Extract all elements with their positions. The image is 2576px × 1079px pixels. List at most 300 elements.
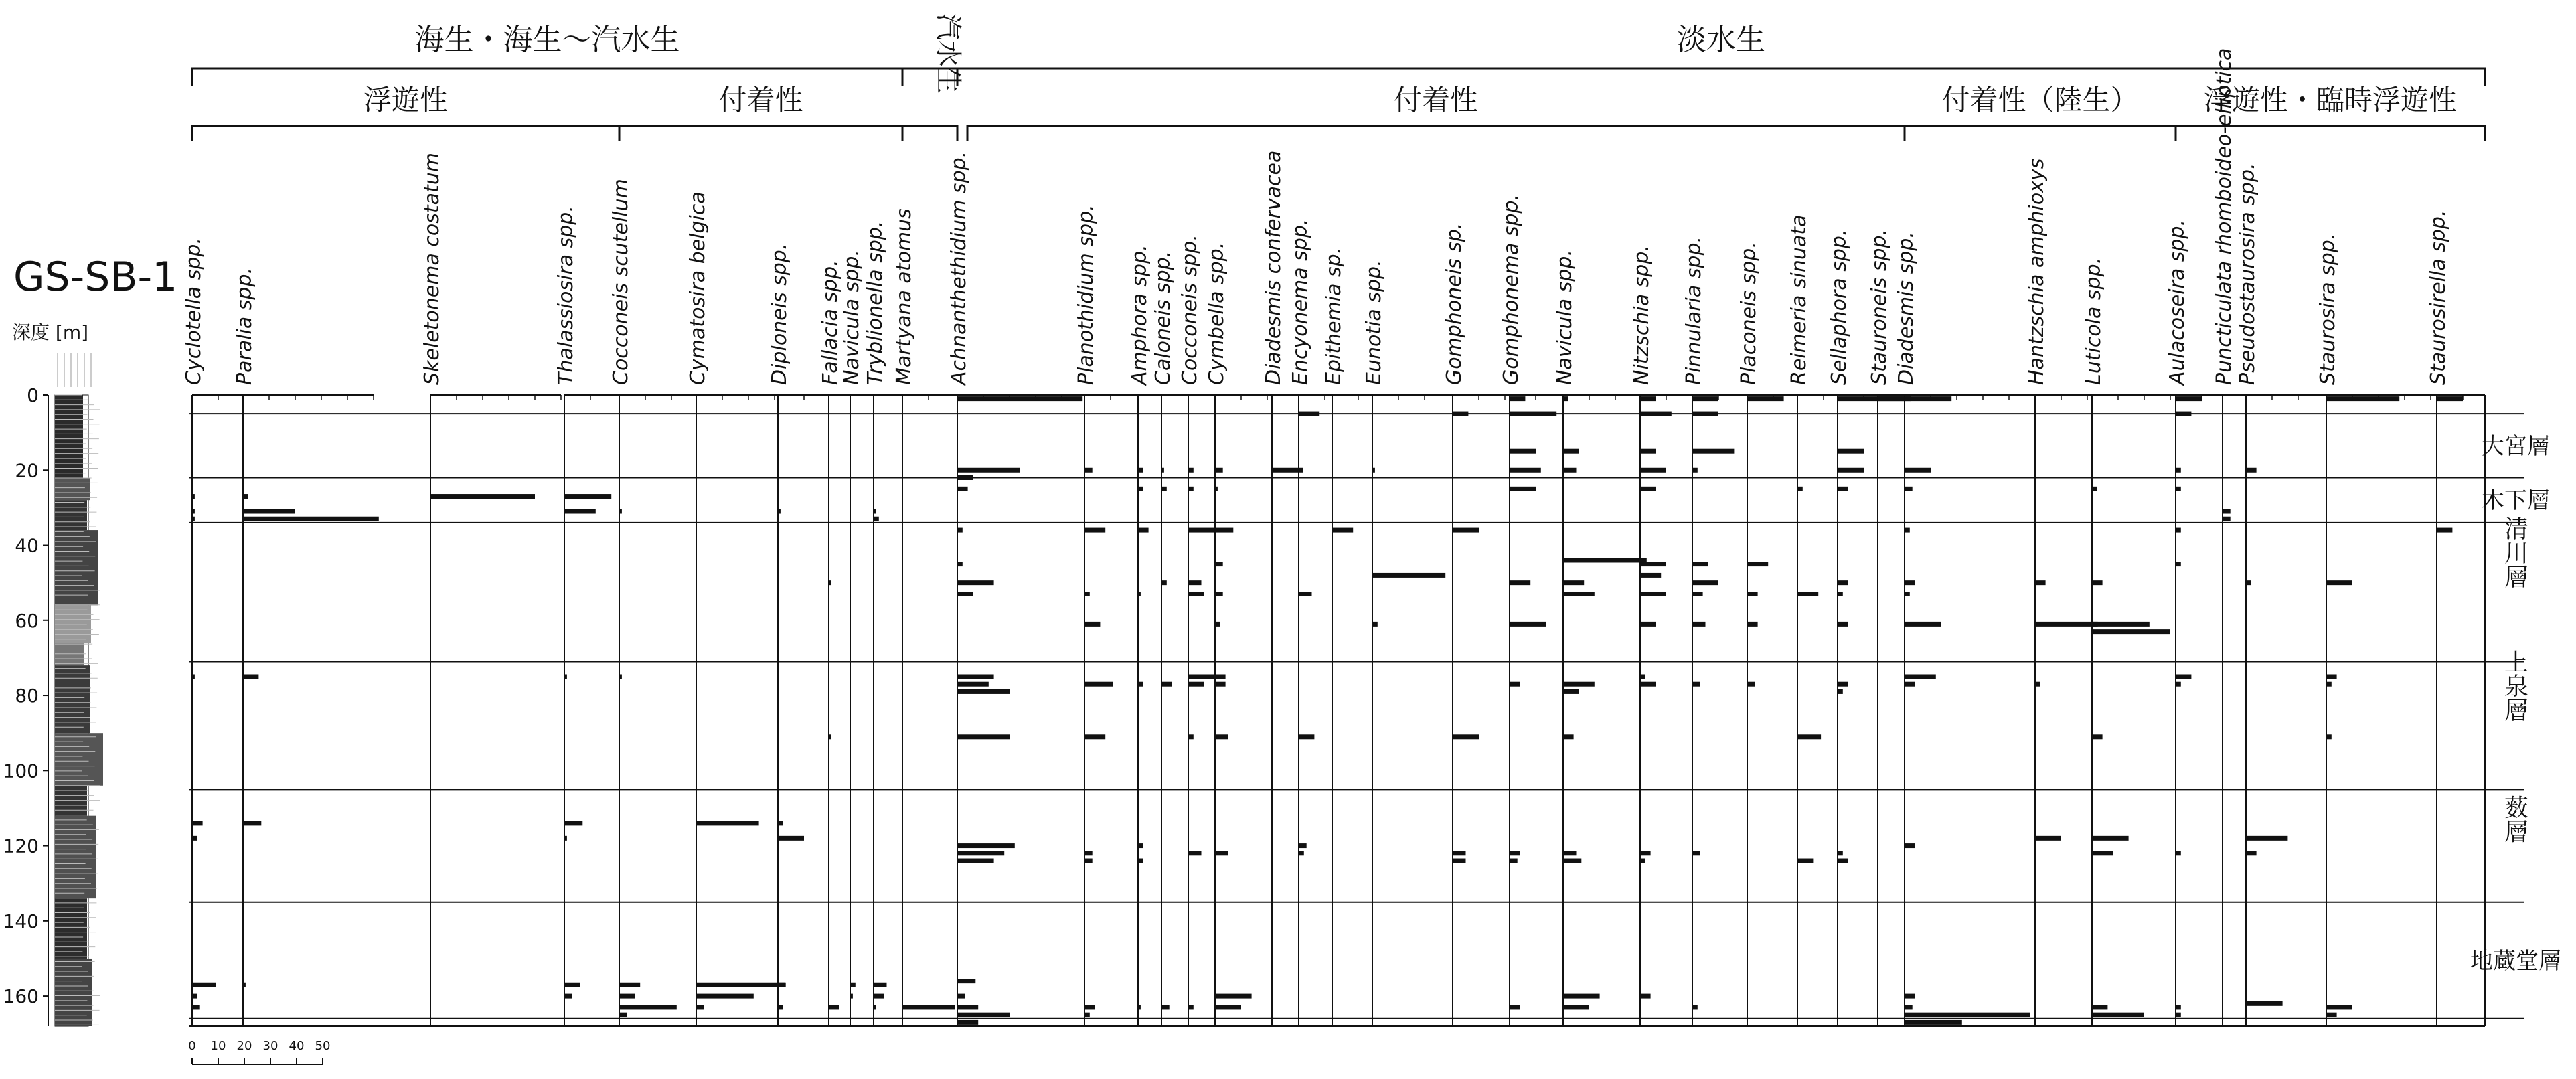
abundance-bar (1332, 528, 1353, 533)
abundance-bar (696, 994, 754, 999)
taxon-name: Cymatosira belgica (686, 191, 710, 385)
abundance-bar (1692, 562, 1708, 566)
abundance-bar (564, 509, 596, 514)
abundance-bar (192, 821, 203, 825)
abundance-bar (1188, 487, 1194, 491)
depth-tick-label: 40 (15, 534, 39, 557)
abundance-bar (957, 994, 965, 999)
abundance-bar (2326, 396, 2399, 401)
abundance-bar (1188, 468, 1194, 473)
taxon-name: Eunotia spp. (1362, 260, 1386, 385)
abundance-bar (1563, 449, 1579, 454)
log-unit-0 (55, 395, 83, 477)
abundance-bar (564, 494, 611, 499)
abundance-bar (1299, 843, 1307, 848)
taxon-column-Diadesmis (1895, 232, 2035, 1026)
abundance-bar (1188, 1005, 1194, 1009)
abundance-bar (192, 509, 195, 514)
taxon-name: Diadesmis spp. (1895, 232, 1918, 385)
abundance-bar (1692, 396, 1718, 401)
subgroup-label: 浮遊性 (363, 84, 449, 116)
abundance-bar (874, 983, 887, 987)
abundance-bar (2035, 836, 2061, 841)
abundance-bar (1215, 562, 1223, 566)
taxon-column-Staurosirella (2427, 210, 2485, 1027)
abundance-bar (1188, 851, 1202, 855)
abundance-bar (1299, 851, 1304, 855)
abundance-bar (1563, 592, 1595, 596)
abundance-bar (2223, 517, 2231, 521)
taxon-column-Skeletonema (420, 153, 561, 1026)
abundance-bar (1188, 592, 1204, 596)
abundance-bar (1905, 843, 1915, 848)
abundance-bar (957, 487, 968, 491)
abundance-bar (2437, 528, 2452, 533)
formation-label: 地蔵堂層 (2470, 947, 2561, 975)
site-title: GS-SB-1 (13, 254, 178, 301)
abundance-bar (2092, 580, 2103, 585)
abundance-bar (1453, 528, 1479, 533)
abundance-bar (1640, 622, 1656, 627)
abundance-bar (1905, 528, 1910, 533)
abundance-bar (874, 994, 884, 999)
abundance-bar (243, 821, 261, 825)
abundance-bar (1188, 528, 1214, 533)
log-unit-7 (55, 733, 103, 786)
formation-label: 木下層 (2482, 487, 2550, 515)
abundance-bar (1161, 682, 1172, 687)
abundance-bar (192, 517, 195, 521)
abundance-bar (1188, 682, 1204, 687)
abundance-bar (1640, 682, 1656, 687)
abundance-bar (1510, 449, 1536, 454)
log-unit-2 (55, 500, 87, 530)
abundance-bar (2326, 674, 2337, 679)
taxon-column-Pseudostaurosira (2236, 163, 2326, 1026)
abundance-bar (2035, 682, 2040, 687)
abundance-bar (1692, 682, 1700, 687)
abundance-bar (1215, 487, 1218, 491)
depth-tick-label: 80 (15, 685, 39, 708)
abundance-bar (1640, 396, 1656, 401)
taxon-name: Placoneis spp. (1737, 242, 1761, 385)
abundance-bar (1905, 682, 1915, 687)
abundance-bar (2176, 1005, 2181, 1009)
abundance-bar (1563, 580, 1584, 585)
abundance-bar (2246, 836, 2287, 841)
lithologic-column (55, 353, 103, 1026)
subgroup-bracket (192, 126, 619, 141)
scale-bar-label: 20 (236, 1039, 252, 1053)
abundance-bar (564, 836, 567, 841)
formation-label-group (2482, 433, 2550, 460)
abundance-bar (1084, 859, 1093, 863)
abundance-bar (1453, 851, 1466, 855)
abundance-bar (778, 509, 781, 514)
taxon-column-Paralia (233, 268, 379, 1026)
taxon-name: Encyonema spp. (1289, 218, 1312, 385)
taxon-name: Reimeria sinuata (1787, 214, 1811, 385)
formation-label-group (2501, 516, 2528, 588)
abundance-bar (1084, 468, 1093, 473)
abundance-bar (1905, 1013, 2030, 1017)
group-headers (192, 13, 2485, 94)
abundance-bar (696, 1005, 704, 1009)
taxon-name: Martyana atomus (892, 208, 916, 385)
abundance-bar (957, 674, 994, 679)
abundance-bar (243, 517, 379, 521)
abundance-bar (957, 734, 1010, 739)
formation-label-group (2482, 487, 2550, 514)
abundance-bar (1640, 851, 1651, 855)
abundance-bar (850, 983, 856, 987)
abundance-bar (1188, 674, 1214, 679)
abundance-bar (1453, 859, 1466, 863)
abundance-bar (1084, 682, 1113, 687)
abundance-bar (1563, 851, 1577, 855)
abundance-bar (1905, 1005, 1913, 1009)
abundance-bar (564, 674, 567, 679)
abundance-bar (2326, 1005, 2352, 1009)
log-unit-10 (55, 898, 87, 959)
abundance-bar (957, 843, 1015, 848)
abundance-bar (1510, 487, 1536, 491)
abundance-bar (1797, 592, 1818, 596)
abundance-bar (1838, 580, 1848, 585)
abundance-bar (1838, 622, 1848, 627)
abundance-bar (957, 468, 1020, 473)
abundance-bar (1905, 580, 1915, 585)
abundance-bar (1563, 558, 1647, 562)
abundance-bar (1747, 562, 1768, 566)
abundance-bar (874, 517, 879, 521)
taxon-name: Pseudostaurosira spp. (2236, 163, 2259, 385)
taxon-name: Skeletonema costatum (420, 152, 444, 385)
abundance-bar (2326, 1013, 2337, 1017)
taxon-name: Thalassiosira spp. (554, 205, 578, 385)
abundance-bar (1640, 562, 1666, 566)
abundance-bar (1510, 622, 1546, 627)
taxon-name: Pinnularia spp. (1682, 236, 1706, 385)
abundance-bar (2437, 396, 2463, 401)
abundance-bar (1640, 592, 1666, 596)
abundance-bar (1138, 592, 1141, 596)
abundance-bar (850, 994, 853, 999)
abundance-bar (957, 1013, 1010, 1017)
abundance-bar (1905, 487, 1913, 491)
taxon-name: Amphora spp. (1128, 244, 1151, 385)
formation-label-group (2470, 948, 2561, 975)
log-unit-1 (55, 477, 90, 500)
abundance-bar (243, 674, 258, 679)
abundance-bar (1797, 859, 1813, 863)
scale-bar-label: 30 (262, 1039, 278, 1053)
subgroup-label: 付着性 (1393, 84, 1479, 116)
abundance-bar (2092, 1013, 2144, 1017)
abundance-bar (1692, 580, 1718, 585)
abundance-bar (1563, 994, 1600, 999)
abundance-bar (1215, 682, 1226, 687)
formation-label: 大宮層 (2482, 432, 2550, 460)
subgroup-bracket (1905, 126, 2176, 141)
abundance-bar (1640, 468, 1666, 473)
group-label: 海生・海生〜汽水生 (414, 23, 680, 57)
abundance-bar (696, 821, 759, 825)
subgroup-bracket (967, 126, 1905, 141)
abundance-bar (1905, 994, 1915, 999)
abundance-bar (2092, 1005, 2107, 1009)
taxon-name: Puncticulata rhomboideo-elliptica (2212, 48, 2236, 385)
abundance-bar (829, 734, 831, 739)
abundance-bar (1510, 682, 1520, 687)
abundance-bar (192, 836, 197, 841)
abundance-bar (1188, 580, 1202, 585)
abundance-bar (1905, 622, 1941, 627)
abundance-bar (1138, 528, 1149, 533)
depth-tick-label: 60 (15, 609, 39, 632)
abundance-bar (1692, 1005, 1698, 1009)
abundance-bar (2326, 580, 2352, 585)
abundance-bar (1510, 580, 1530, 585)
abundance-bar (696, 983, 785, 987)
taxon-name: Fallacia spp. (819, 260, 842, 385)
scale-bar-label: 10 (210, 1039, 226, 1053)
taxon-name: Caloneis spp. (1151, 250, 1175, 385)
abundance-bar (1838, 689, 1843, 694)
subgroup-label: 浮遊性・臨時浮遊性 (2203, 84, 2458, 116)
abundance-bar (1138, 487, 1143, 491)
abundance-bar (1747, 682, 1755, 687)
abundance-bar (1747, 592, 1758, 596)
abundance-bar (1510, 396, 1525, 401)
subgroup-bracket (902, 126, 957, 141)
abundance-bar (1510, 851, 1520, 855)
taxon-column-Cocconeis-scutellum (609, 179, 696, 1026)
abundance-bar (778, 821, 783, 825)
abundance-bar (1838, 487, 1848, 491)
formation-label: 上泉層 (2500, 649, 2528, 722)
depth-tick-label: 120 (3, 835, 39, 857)
abundance-bar (1838, 859, 1848, 863)
abundance-bar (2176, 396, 2202, 401)
taxon-name: Tryblionella spp. (864, 220, 887, 385)
abundance-bar (1215, 851, 1228, 855)
scale-bar-label: 50 (315, 1039, 331, 1053)
depth-axis (3, 384, 48, 1026)
taxon-name: Staurosira spp. (2316, 233, 2340, 385)
abundance-bar (1563, 689, 1579, 694)
abundance-bar (619, 1013, 627, 1017)
abundance-bar (1563, 734, 1574, 739)
abundance-bar (564, 994, 572, 999)
taxon-name: Diploneis spp. (768, 243, 791, 385)
abundance-bar (1640, 859, 1645, 863)
taxon-name: Luticola spp. (2082, 257, 2105, 385)
depth-tick-label: 160 (3, 985, 39, 1008)
abundance-bar (1299, 734, 1314, 739)
abundance-bar (619, 983, 640, 987)
abundance-bar (1084, 1005, 1095, 1009)
taxon-name: Sellaphora spp. (1828, 229, 1851, 385)
taxon-name: Navicula spp. (840, 250, 864, 385)
subgroup-label: 付着性 (718, 84, 803, 116)
abundance-bar (957, 396, 1082, 401)
abundance-bar (2035, 580, 2046, 585)
abundance-bar (1692, 449, 1734, 454)
abundance-bar (619, 994, 635, 999)
log-unit-6 (55, 665, 90, 733)
abundance-bar (1138, 468, 1143, 473)
abundance-bar (957, 580, 994, 585)
abundance-bar (1215, 1005, 1241, 1009)
abundance-bar (192, 674, 195, 679)
abundance-bar (1138, 859, 1143, 863)
taxon-name: Cocconeis scutellum (609, 179, 633, 385)
abundance-bar (1747, 622, 1758, 627)
abundance-bar (1372, 573, 1445, 578)
abundance-bar (1878, 396, 1904, 401)
scale-bar-label: 0 (188, 1039, 196, 1053)
group-label: 汽水生 (933, 13, 963, 94)
scale-bar-label: 40 (289, 1039, 305, 1053)
abundance-bar (1563, 468, 1577, 473)
abundance-bar (1372, 622, 1378, 627)
abundance-bar (1640, 994, 1651, 999)
abundance-bar (1563, 396, 1568, 401)
abundance-bar (2326, 682, 2332, 687)
abundance-bar (2246, 468, 2257, 473)
abundance-bar (1640, 573, 1661, 578)
abundance-bar (902, 1005, 955, 1009)
formation-label-group (2501, 795, 2528, 843)
taxon-column-Achnanthethidium (947, 151, 1084, 1026)
abundance-bar (1188, 734, 1194, 739)
abundance-bar (2176, 528, 2181, 533)
abundance-bar (1453, 734, 1479, 739)
abundance-bar (1084, 622, 1100, 627)
abundance-bar (2223, 509, 2231, 514)
formation-label: 薮層 (2500, 795, 2528, 843)
abundance-bar (1640, 449, 1656, 454)
formation-boundaries (189, 414, 2561, 1019)
abundance-bar (1692, 851, 1700, 855)
abundance-bar (1161, 487, 1167, 491)
abundance-bar (1640, 674, 1645, 679)
abundance-bar (192, 1005, 200, 1009)
abundance-bar (1838, 592, 1843, 596)
taxon-name: Paralia spp. (233, 267, 256, 385)
log-unit-8 (55, 786, 87, 816)
abundance-bar (1838, 468, 1864, 473)
abundance-bar (192, 983, 216, 987)
abundance-bar (1215, 674, 1226, 679)
abundance-bar (2246, 1001, 2283, 1006)
abundance-bar (1084, 592, 1090, 596)
abundance-bar (619, 1005, 677, 1009)
group-label: 淡水生 (1677, 23, 1765, 57)
taxon-name: Staurosirella spp. (2427, 210, 2450, 385)
abundance-bar (1838, 851, 1843, 855)
abundance-bar (1797, 487, 1803, 491)
abundance-bar (874, 509, 876, 514)
taxon-name: Nitzschia spp. (1630, 245, 1654, 385)
abundance-bar (1138, 682, 1143, 687)
abundance-bar (2176, 562, 2181, 566)
abundance-bar (2092, 622, 2150, 627)
abundance-bar (1084, 528, 1105, 533)
abundance-bar (1138, 1005, 1141, 1009)
abundance-bar (778, 836, 804, 841)
abundance-bar (1084, 1013, 1090, 1017)
taxon-name: Navicula spp. (1553, 250, 1577, 385)
abundance-bar (1905, 674, 1936, 679)
abundance-bar (1215, 994, 1252, 999)
abundance-bar (1692, 622, 1706, 627)
taxon-name: Diadesmis confervacea (1262, 150, 1285, 385)
abundance-bar (957, 1005, 978, 1009)
abundance-bar (1510, 859, 1518, 863)
abundance-bar (1215, 468, 1223, 473)
abundance-bar (957, 592, 973, 596)
taxon-name: Epithemia sp. (1322, 247, 1346, 385)
taxon-name: Cymbella spp. (1205, 242, 1228, 385)
abundance-bar (957, 1020, 978, 1025)
abundance-bar (1215, 734, 1228, 739)
abundance-bar (2176, 468, 2181, 473)
abundance-bar (2176, 487, 2181, 491)
abundance-bar (2176, 682, 2181, 687)
abundance-bar (1138, 843, 1143, 848)
depth-tick-label: 140 (3, 910, 39, 932)
scale-bar (188, 1039, 330, 1064)
abundance-bar (2092, 734, 2103, 739)
taxon-name: Gomphonema spp. (1500, 193, 1523, 385)
abundance-bar (874, 1005, 876, 1009)
abundance-bar (778, 983, 786, 987)
formation-label: 清川層 (2500, 515, 2528, 588)
abundance-bar (1161, 1005, 1170, 1009)
abundance-bar (829, 1005, 839, 1009)
abundance-bar (1372, 468, 1375, 473)
abundance-bar (2092, 851, 2113, 855)
abundance-bar (1215, 592, 1223, 596)
abundance-bar (243, 494, 248, 499)
abundance-bar (430, 494, 535, 499)
abundance-bar (778, 1005, 783, 1009)
abundance-bar (1510, 468, 1541, 473)
abundance-bar (1215, 528, 1233, 533)
abundance-bar (243, 509, 295, 514)
abundance-bar (619, 674, 622, 679)
abundance-bar (957, 859, 994, 863)
abundance-bar (2035, 622, 2098, 627)
abundance-bar (1084, 851, 1093, 855)
taxon-name: Stauroneis spp. (1868, 228, 1891, 385)
abundance-bar (957, 689, 1010, 694)
abundance-bar (1905, 468, 1931, 473)
abundance-bar (564, 983, 580, 987)
log-unit-9 (55, 816, 96, 898)
depth-tick-label: 100 (3, 760, 39, 782)
abundance-bar (1563, 1005, 1589, 1009)
abundance-bar (1563, 682, 1595, 687)
abundance-bar (2092, 487, 2097, 491)
taxon-name: Aulacoseira spp. (2166, 219, 2189, 385)
abundance-bar (2246, 580, 2251, 585)
log-unit-4 (55, 605, 91, 643)
abundance-bar (1905, 592, 1910, 596)
abundance-bar (1161, 468, 1164, 473)
